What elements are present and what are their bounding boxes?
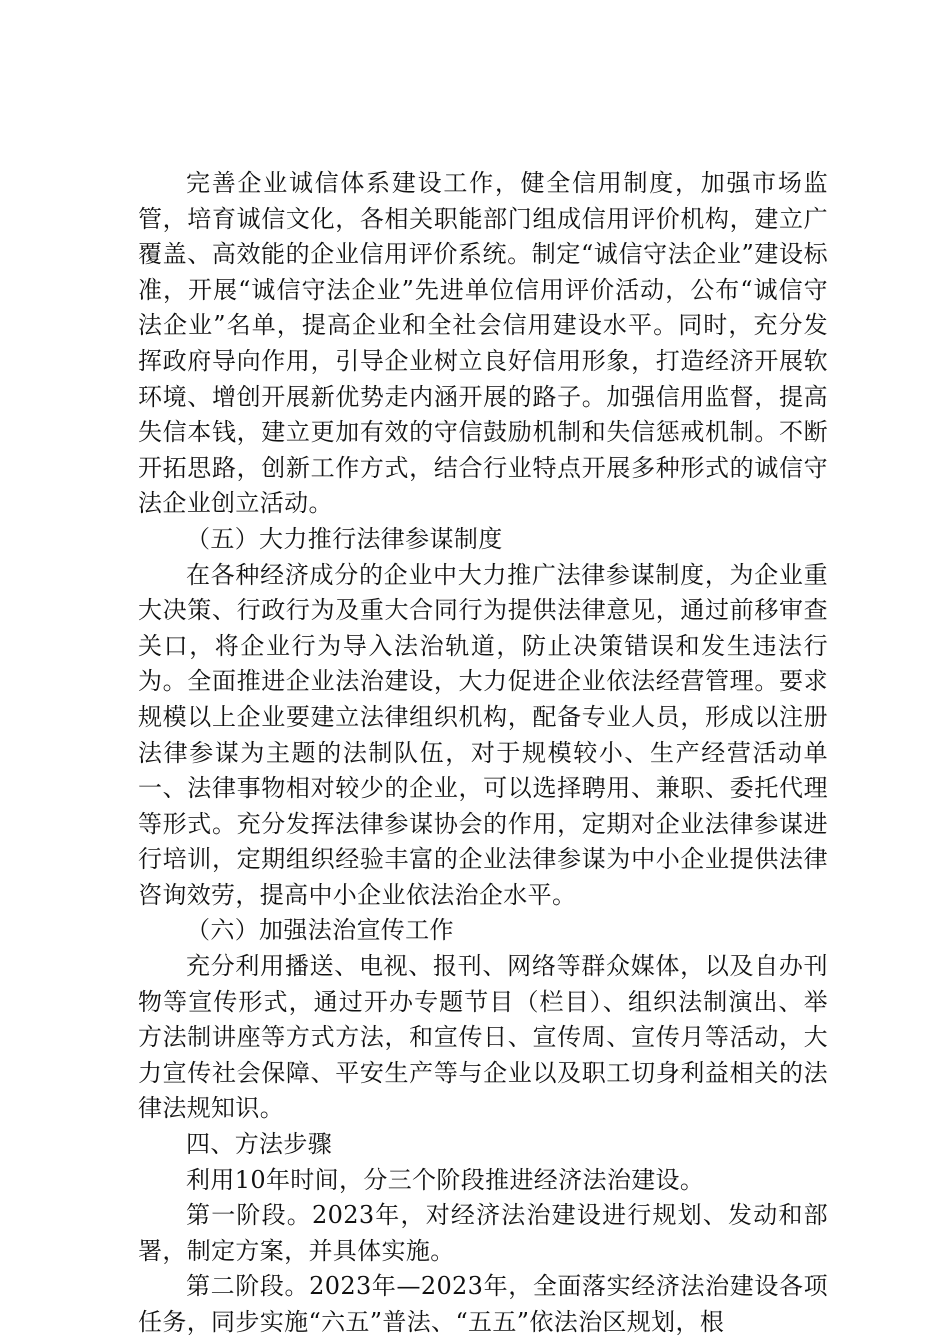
heading-legal-advisor-system: （五）大力推行法律参谋制度 [186, 524, 503, 553]
paragraph-timeline-overview: 利用10年时间，分三个阶段推进经济法治建设。 [186, 1165, 705, 1194]
paragraph-legal-advisor: 在各种经济成分的企业中大力推广法律参谋制度，为企业重大决策、行政行为及重大合同行为提供法律意见，通过前移审查关口，将企业行为导入法治轨道，防止决策错误和发生违法行为。全面推进企业法治建设，大力促进企业依法经营管理。要求规模以上企业要建立法律组织机构，配备专业人员，形成以注册法律参谋为主题的法制队伍，对于规模较小、生产经营活动单一、法律事物相对较少的企业，可以选择聘用、兼职、委托代理等形式。充分发挥法律参谋协会的作用，定期对企业法律参谋进行培训，定期组织经验丰富的企业法律参谋为中小企业提供法律咨询效劳，提高中小企业依法治企水平。 [138, 560, 828, 909]
document-body [138, 166, 828, 1341]
heading-method-steps: 四、方法步骤 [186, 1130, 333, 1159]
paragraph-credit-system: 完善企业诚信体系建设工作，健全信用制度，加强市场监管，培育诚信文化，各相关职能部门组成信用评价机构，建立广覆盖、高效能的企业信用评价系统。制定“诚信守法企业”建设标准，开展“诚信守法企业”先进单位信用评价活动，公布“诚信守法企业”名单，提高企业和全社会信用建设水平。同时，充分发挥政府导向作用，引导企业树立良好信用形象，打造经济开展软环境、增创开展新优势走内涵开展的路子。加强信用监督，提高失信本钱，建立更加有效的守信鼓励机制和失信惩戒机制。不断开拓思路，创新工作方式，结合行业特点开展多种形式的诚信守法企业创立活动。 [138, 169, 828, 518]
heading-legal-publicity: （六）加强法治宣传工作 [186, 916, 454, 945]
paragraph-stage-two: 第二阶段。2023年—2023年，全面落实经济法治建设各项任务，同步实施“六五”普法、“五五”依法治区规划，根 [138, 1272, 828, 1336]
paragraph-stage-one: 第一阶段。2023年，对经济法治建设进行规划、发动和部署，制定方案，并具体实施。 [138, 1201, 828, 1265]
paragraph-legal-publicity: 充分利用播送、电视、报刊、网络等群众媒体，以及自办刊物等宣传形式，通过开办专题节目（栏目）、组织法制演出、举方法制讲座等方式方法，和宣传日、宣传周、宣传月等活动，大力宣传社会保障、平安生产等与企业以及职工切身利益相关的法律法规知识。 [138, 952, 828, 1123]
